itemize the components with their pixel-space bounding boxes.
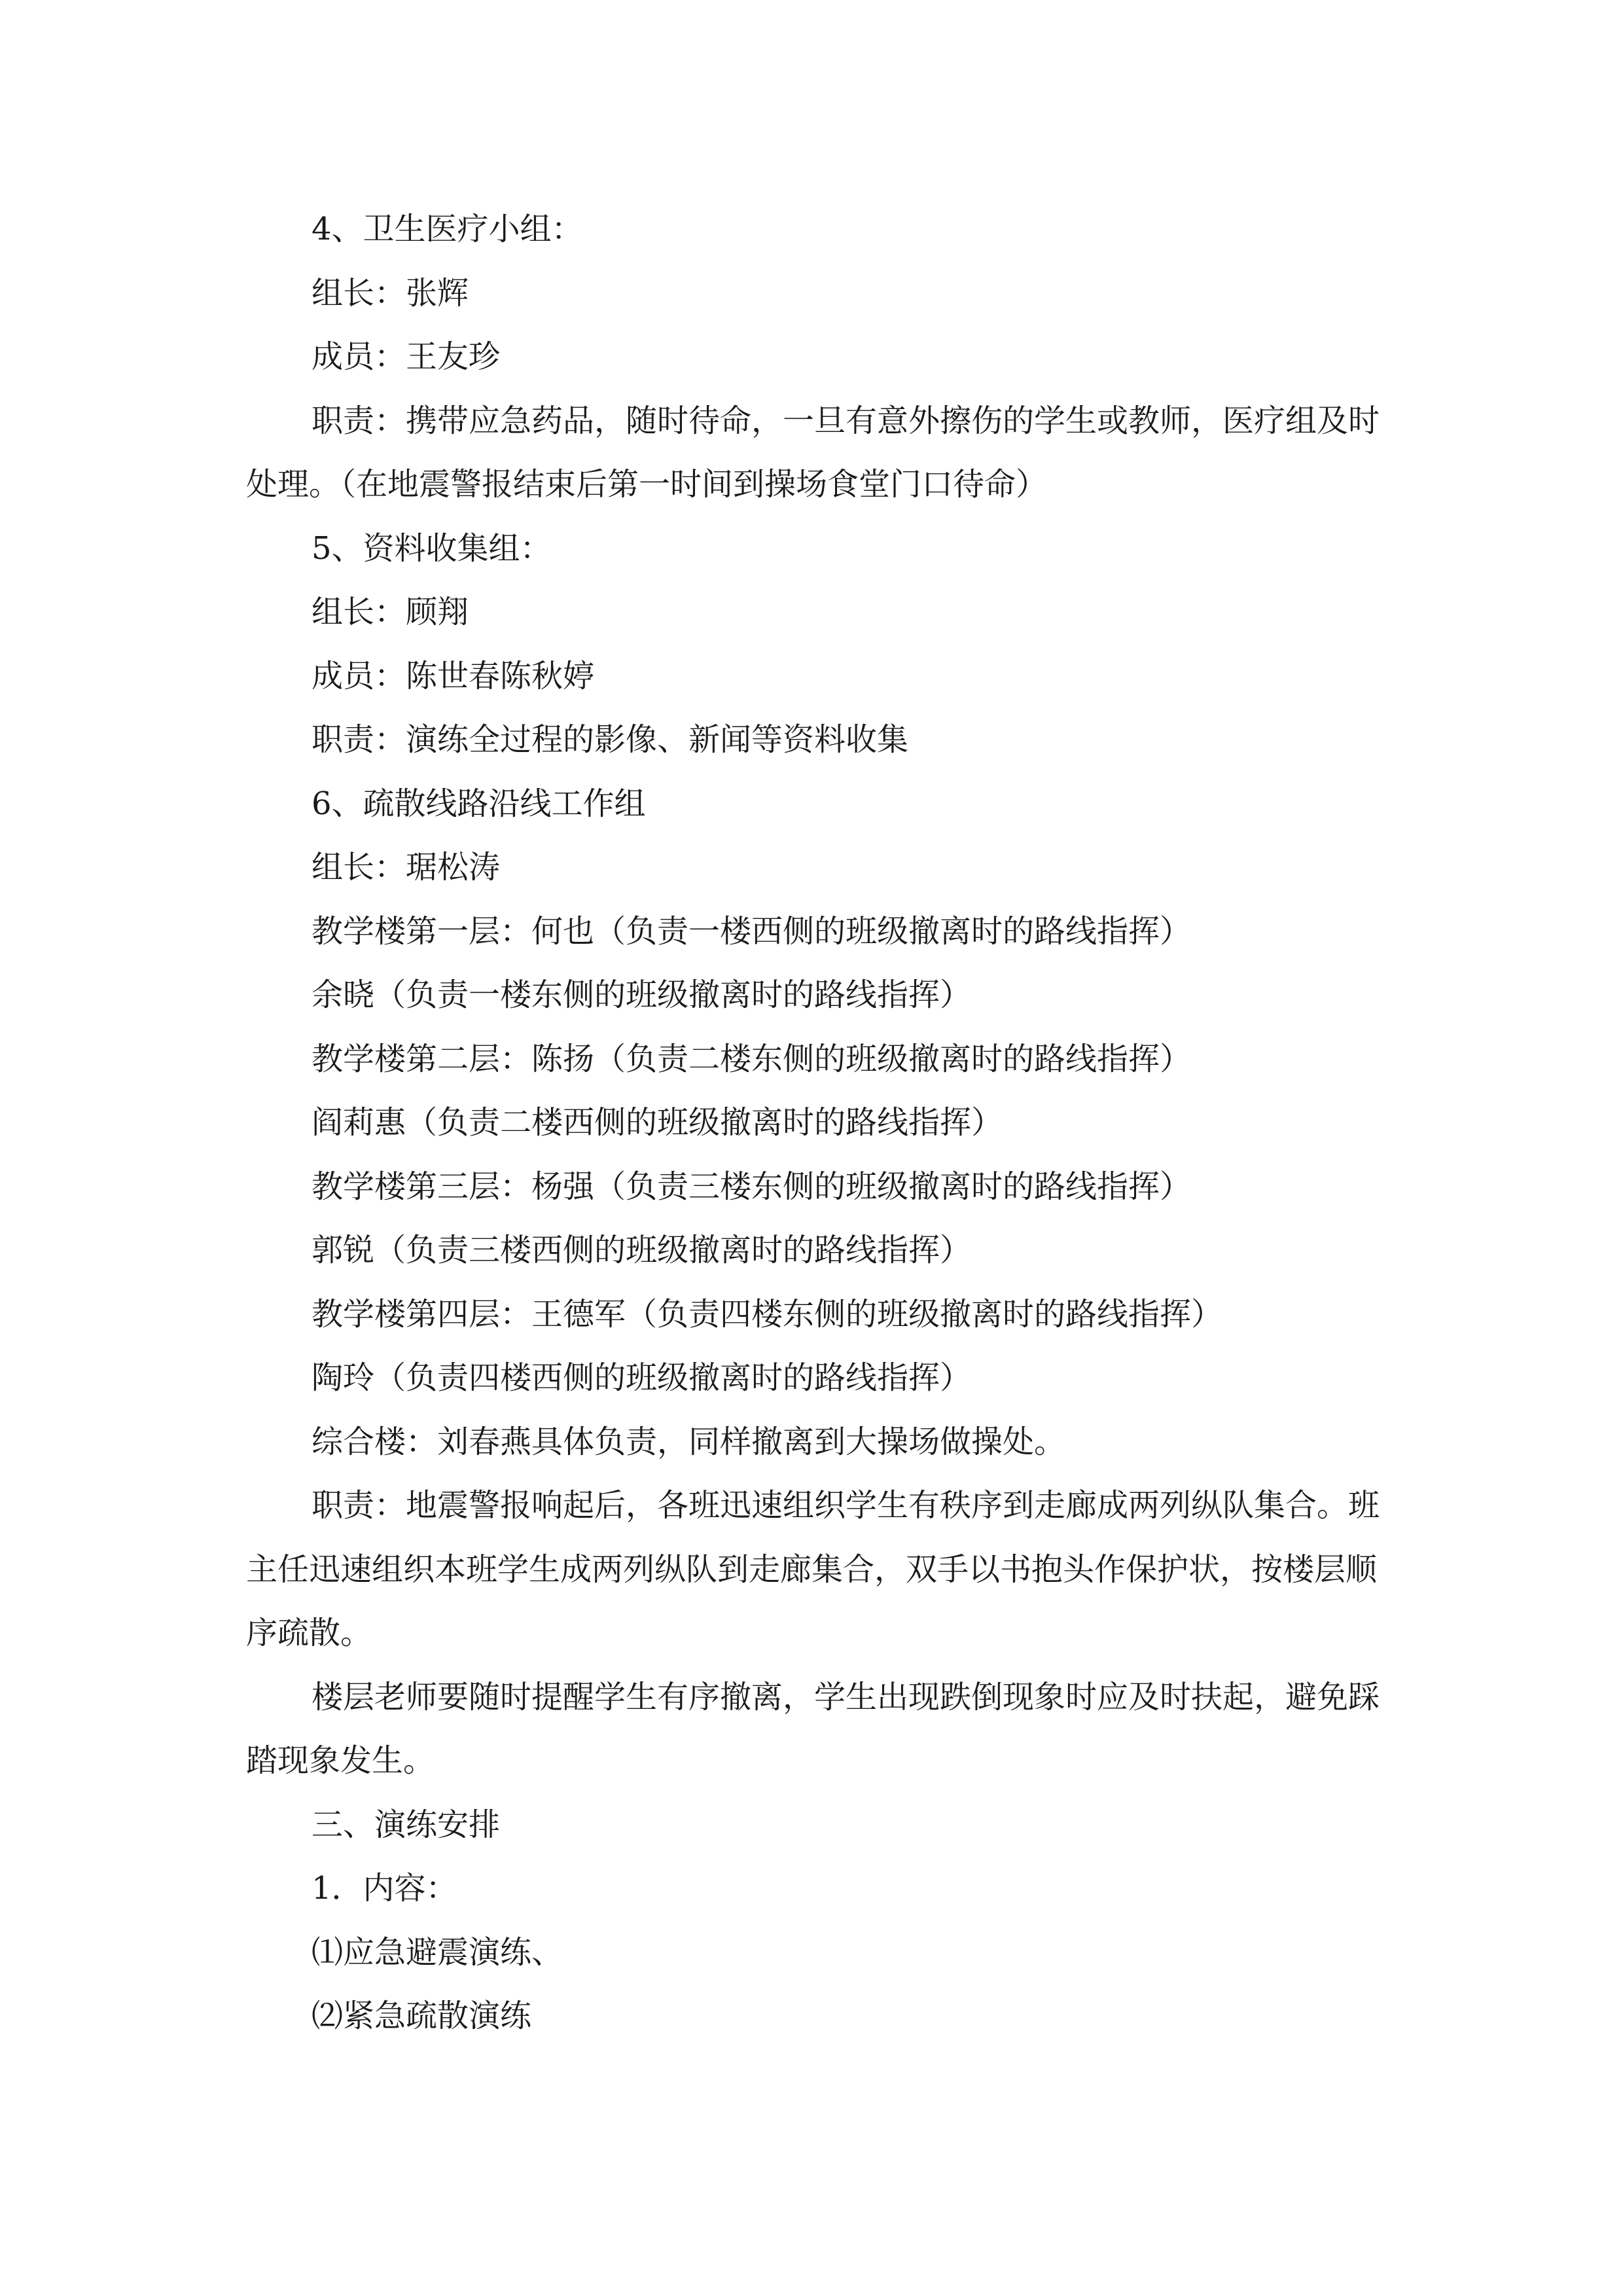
paragraph-floor1-west: 教学楼第一层：何也（负责一楼西侧的班级撤离时的路线指挥） [312,912,1192,950]
paragraph-item-earthquake-drill: ⑴应急避震演练、 [312,1933,563,1971]
paragraph-floor-teacher-duty: 楼层老师要随时提醒学生有序撤离，学生出现跌倒现象时应及时扶起，避免踩踏现象发生。 [246,1678,1380,1779]
paragraph-heading-evacuation-route: 6、疏散线路沿线工作组 [312,785,646,822]
paragraph-medical-members: 成员：王友珍 [312,338,501,375]
paragraph-heading-drill-arrangement: 三、演练安排 [312,1806,501,1843]
paragraph-medical-leader: 组长：张辉 [312,274,469,312]
paragraph-data-duty: 职责：演练全过程的影像、新闻等资料收集 [312,721,909,758]
paragraph-floor3-west: 郭锐（负责三楼西侧的班级撤离时的路线指挥） [312,1232,972,1268]
document-body [246,198,1385,2049]
paragraph-route-duty: 职责：地震警报响起后，各班迅速组织学生有秩序到走廊成两列纵队集合。班主任迅速组织本班学生成两列纵队到走廊集合，双手以书抱头作保护状，按楼层顺序疏散。 [246,1487,1380,1651]
paragraph-medical-duty: 职责：携带应急药品，随时待命，一旦有意外擦伤的学生或教师，医疗组及时处理。（在地震警报结束后第一时间到操场食堂门口待命） [246,402,1380,503]
paragraph-floor4-east: 教学楼第四层：王德军（负责四楼东侧的班级撤离时的路线指挥） [312,1295,1223,1333]
paragraph-complex-building: 综合楼：刘春燕具体负责，同样撤离到大操场做操处。 [312,1423,1066,1460]
paragraph-floor1-east: 余晓（负责一楼东侧的班级撤离时的路线指挥） [312,977,972,1013]
paragraph-floor2-east: 教学楼第二层：陈扬（负责二楼东侧的班级撤离时的路线指挥） [312,1040,1192,1077]
paragraph-floor3-east: 教学楼第三层：杨强（负责三楼东侧的班级撤离时的路线指挥） [312,1168,1192,1205]
paragraph-item-evacuation-drill: ⑵紧急疏散演练 [312,1998,532,2034]
paragraph-data-leader: 组长：顾翔 [312,594,469,630]
paragraph-data-members: 成员：陈世春陈秋婷 [312,657,595,694]
paragraph-content-label: 1．内容： [312,1870,457,1907]
paragraph-heading-data-collection: 5、资料收集组： [312,529,552,567]
paragraph-route-leader: 组长：琚松涛 [312,849,501,886]
paragraph-floor4-west: 陶玲（负责四楼西侧的班级撤离时的路线指挥） [312,1359,972,1396]
paragraph-floor2-west: 阎莉惠（负责二楼西侧的班级撤离时的路线指挥） [312,1104,1003,1141]
paragraph-heading-medical-group: 4、卫生医疗小组： [312,211,583,247]
